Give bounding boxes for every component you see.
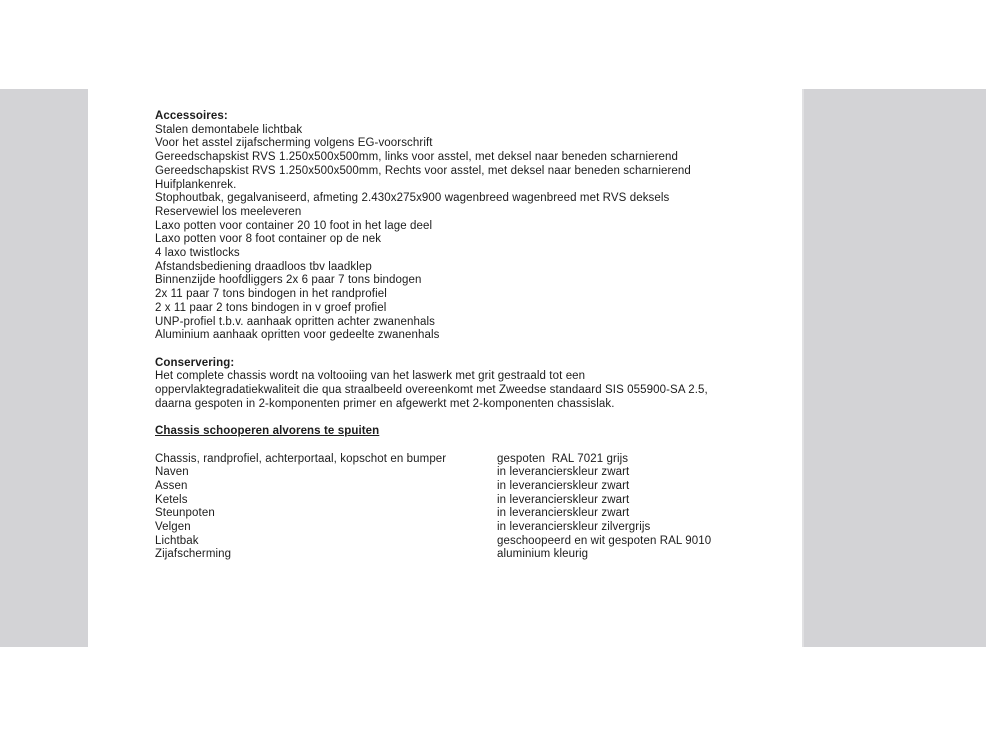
paint-part-cell: Steunpoten [155,507,215,520]
document-page [155,110,780,562]
accessory-line: Laxo potten voor container 20 10 foot in het lage deel [155,219,433,232]
accessory-line: Binnenzijde hoofdliggers 2x 6 paar 7 tons bindogen [155,274,422,287]
accessory-line: Stalen demontabele lichtbak [155,123,303,136]
accessory-line: 4 laxo twistlocks [155,247,240,260]
paint-table-row [155,494,780,508]
paint-finish-cell: in leverancierskleur zwart [497,466,630,479]
paint-table [155,453,780,563]
accessory-line: Huifplankenrek. [155,178,237,191]
accessory-line: Aluminium aanhaak opritten voor gedeelte zwanenhals [155,329,440,342]
conservation-heading: Conservering: [155,356,235,369]
paint-table-row [155,480,780,494]
paint-finish-cell: in leverancierskleur zwart [497,507,630,520]
paint-finish-cell: gespoten RAL 7021 grijs [497,452,629,465]
accessories-heading: Accessoires: [155,110,228,122]
paint-finish-cell: aluminium kleurig [497,548,589,561]
paint-part-cell: Zijafscherming [155,548,232,561]
accessory-line: Stophoutbak, gegalvaniseerd, afmeting 2.430x275x900 wagenbreed wagenbreed met RVS deksels [155,192,670,205]
accessory-line: Reservewiel los meeleveren [155,205,302,218]
paint-table-row [155,548,780,562]
accessory-line: Voor het asstel zijafscherming volgens EG-voorschrift [155,137,433,150]
paint-table-row [155,507,780,521]
accessory-line: 2 x 11 paar 2 tons bindogen in v groef profiel [155,301,387,314]
accessories-list [155,124,780,343]
right-margin-panel [802,89,986,647]
paint-part-cell: Naven [155,466,189,479]
conservation-line: Het complete chassis wordt na voltooiing van het laswerk met grit gestraald tot een [155,370,586,383]
paint-table-row [155,521,780,535]
paint-part-cell: Velgen [155,521,191,534]
paint-finish-cell: in leverancierskleur zilvergrijs [497,521,651,534]
accessory-line: Gereedschapskist RVS 1.250x500x500mm, links voor asstel, met deksel naar beneden scharnierend [155,151,679,164]
conservation-line: oppervlaktegradatiekwaliteit die qua straalbeeld overeenkomt met Zweedse standaard SIS 055900-SA 2.5, [155,384,708,397]
accessories-section [155,110,780,343]
paint-section-heading: Chassis schooperen alvorens te spuiten [155,425,380,438]
paint-part-cell: Assen [155,479,188,492]
paint-table-row [155,466,780,480]
paint-part-cell: Chassis, randprofiel, achterportaal, kopschot en bumper [155,452,447,465]
paint-table-row [155,535,780,549]
conservation-line: daarna gespoten in 2-komponenten primer en afgewerkt met 2-komponenten chassislak. [155,397,615,410]
left-margin-panel [0,89,88,647]
accessory-line: 2x 11 paar 7 tons bindogen in het randprofiel [155,288,387,301]
accessory-line: Gereedschapskist RVS 1.250x500x500mm, Rechts voor asstel, met deksel naar beneden scharnierend [155,164,691,177]
paint-finish-cell: in leverancierskleur zwart [497,493,630,506]
paint-part-cell: Lichtbak [155,534,199,547]
conservation-paragraph [155,370,780,411]
accessory-line: UNP-profiel t.b.v. aanhaak opritten achter zwanenhals [155,315,435,328]
paint-finish-cell: in leverancierskleur zwart [497,479,630,492]
paint-table-row [155,453,780,467]
conservation-section [155,357,780,412]
paint-finish-cell: geschoopeerd en wit gespoten RAL 9010 [497,534,712,547]
accessory-line: Afstandsbediening draadloos tbv laadklep [155,260,372,273]
accessory-line: Laxo potten voor 8 foot container op de nek [155,233,382,246]
paint-part-cell: Ketels [155,493,188,506]
